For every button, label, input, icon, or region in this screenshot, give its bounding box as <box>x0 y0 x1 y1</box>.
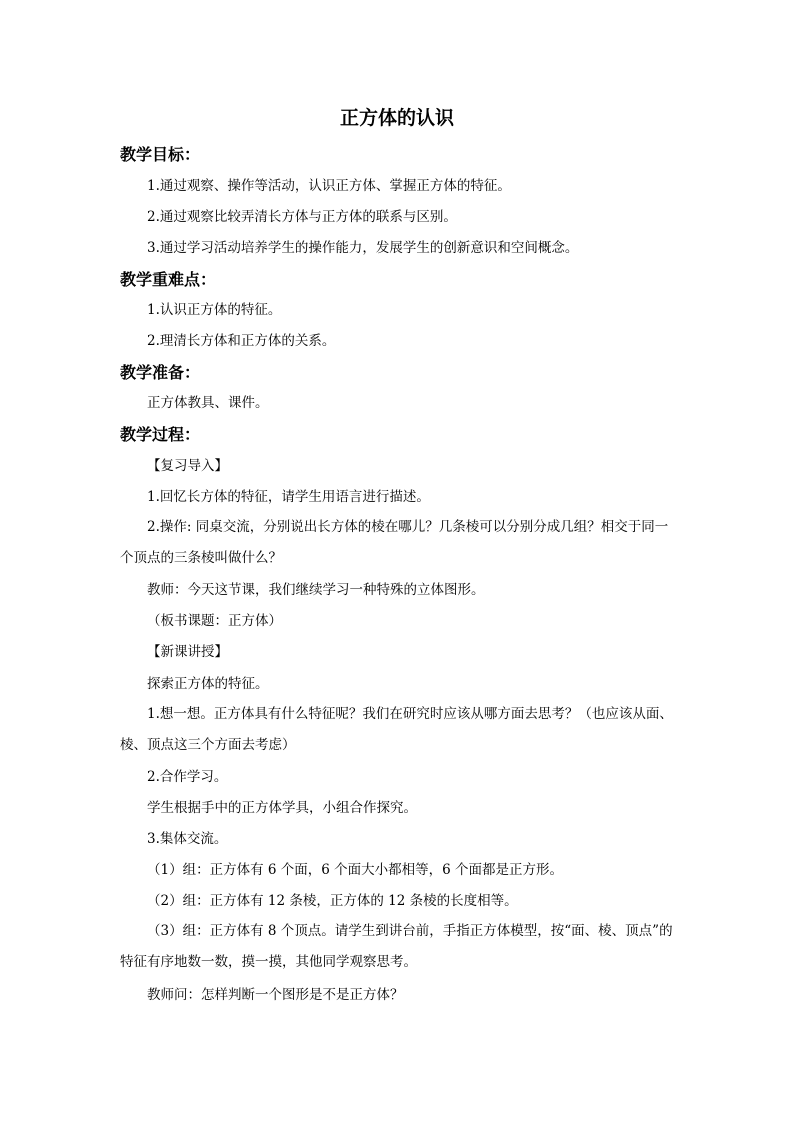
process-paragraph: 教师：今天这节课，我们继续学习一种特殊的立体图形。 <box>147 582 485 598</box>
process-paragraph: 2.操作: 同桌交流，分别说出长方体的棱在哪儿？几条棱可以分别分成几组？相交于同一个顶点的三条棱叫做什么？ <box>120 519 669 566</box>
process-paragraph: 3.集体交流。 <box>147 831 228 847</box>
process-paragraph: 学生根据手中的正方体学具，小组合作探究。 <box>147 800 417 816</box>
preparation-heading: 教学准备： <box>120 363 201 382</box>
key-points-heading: 教学重难点： <box>120 270 217 289</box>
process-paragraph: 探索正方体的特征。 <box>147 676 269 692</box>
process-paragraph: （2）组：正方体有 12 条棱，正方体的 12 条棱的长度相等。 <box>147 893 518 909</box>
process-paragraph: （板书课题：正方体） <box>147 613 282 629</box>
key-point-item: 2.理清长方体和正方体的关系。 <box>147 333 336 349</box>
review-section-label: 【复习导入】 <box>147 458 228 474</box>
objective-item: 2.通过观察比较弄清长方体与正方体的联系与区别。 <box>147 209 457 225</box>
objective-item: 1.通过观察、操作等活动，认识正方体、掌握正方体的特征。 <box>147 178 511 194</box>
process-paragraph: （3）组：正方体有 8 个顶点。请学生到讲台前，手指正方体模型，按“面、棱、顶点”的特征有序地数一数，摸一摸，其他同学观察思考。 <box>120 923 673 970</box>
new-lesson-section-label: 【新课讲授】 <box>147 644 228 660</box>
objectives-heading: 教学目标： <box>120 145 201 164</box>
process-paragraph: 2.合作学习。 <box>147 769 228 785</box>
objective-item: 3.通过学习活动培养学生的操作能力，发展学生的创新意识和空间概念。 <box>147 240 579 256</box>
process-paragraph: 1.回忆长方体的特征，请学生用语言进行描述。 <box>147 489 430 505</box>
process-paragraph: （1）组：正方体有 6 个面，6 个面大小都相等，6 个面都是正方形。 <box>147 862 564 878</box>
process-paragraph: 教师问：怎样判断一个图形是不是正方体？ <box>147 987 404 1003</box>
process-paragraph: 1.想一想。正方体具有什么特征呢？我们在研究时应该从哪方面去思考？（也应该从面、棱、顶点这三个方面去考虑） <box>120 706 673 753</box>
page-title: 正方体的认识 <box>339 107 454 129</box>
preparation-item: 正方体教具、课件。 <box>147 395 269 411</box>
process-heading: 教学过程： <box>120 425 201 444</box>
key-point-item: 1.认识正方体的特征。 <box>147 302 282 318</box>
